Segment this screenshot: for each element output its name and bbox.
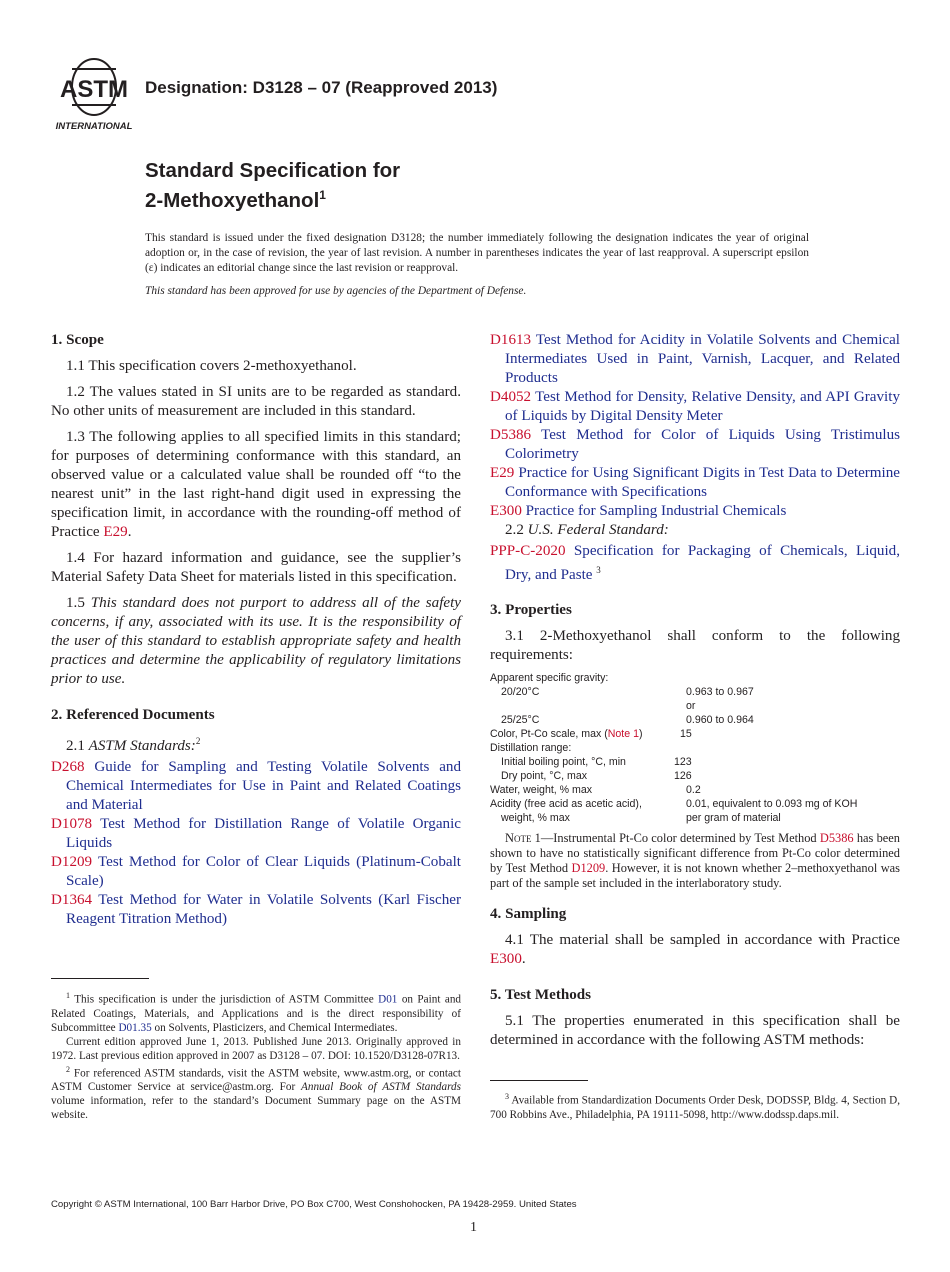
- note-text-c: . However, it is not known whether 2–methoxyethanol was part of the sample set included in the interlaboratory study.: [490, 861, 900, 891]
- ref-title[interactable]: Test Method for Acidity in Volatile Solvents and Chemical Intermediates Used in Paint, Varnish, Lacquer, and Related Products: [505, 332, 900, 386]
- logo-text: ASTM: [60, 76, 128, 103]
- req-label: Acidity (free acid as acetic acid),: [490, 798, 642, 811]
- footnotes-right: [490, 1090, 900, 1122]
- note-text-b: has been shown to have no statistically significant difference from Pt-Co color determined by Test Method: [490, 831, 900, 876]
- ref-e29[interactable]: [490, 464, 900, 502]
- ref-title[interactable]: Specification for Packaging of Chemicals, Liquid, Dry, and Paste: [505, 543, 900, 584]
- scope-1-3-text: 1.3 The following applies to all specified limits in this standard; for purposes of determining conformance with this standard, an observed value or a calculated value shall be rounded off “to the nearest unit” in the last right-hand digit used in expressing the specification limit, in accordance with the rounding-off method of Practice: [51, 429, 461, 540]
- ref-d268[interactable]: [51, 758, 461, 815]
- req-label: Water, weight, % max: [490, 784, 593, 797]
- ref-title[interactable]: Test Method for Color of Clear Liquids (Platinum-Cobalt Scale): [66, 854, 461, 890]
- footnote-2-text-b: volume information, refer to the standard’s Document Summary page on the ASTM website.: [51, 1095, 461, 1122]
- federal-label-num: 2.2: [505, 522, 528, 538]
- ref-code[interactable]: E29: [490, 465, 515, 481]
- req-label: Apparent specific gravity:: [490, 672, 609, 685]
- note-1: [490, 831, 900, 891]
- d01-35-link[interactable]: D01.35: [118, 1021, 152, 1034]
- footnote-2-italic: Annual Book of ASTM Standards: [301, 1081, 461, 1094]
- req-label-text: Color, Pt-Co scale, max (: [490, 728, 608, 741]
- req-label: 20/20°C: [501, 686, 540, 699]
- ref-d1078[interactable]: [51, 815, 461, 853]
- scope-1-2: 1.2 The values stated in SI units are to be regarded as standard. No other units of measurement are included in this standard.: [51, 384, 461, 419]
- req-value: 0.01, equivalent to 0.093 mg of KOH: [686, 798, 858, 811]
- scope-1-5-text: This standard does not purport to address all of the safety concerns, if any, associated with its use. It is the responsibility of the user of this standard to establish appropriate safety and health practices and determine the applicability of regulatory limitations prior to use.: [51, 595, 462, 687]
- req-value: 15: [680, 728, 692, 741]
- table-row: [490, 811, 900, 825]
- footnote-1-text-c: on Solvents, Plasticizers, and Chemical Intermediates.: [151, 1021, 398, 1034]
- scope-heading: 1. Scope: [51, 332, 104, 348]
- ref-title[interactable]: Test Method for Water in Volatile Solvents (Karl Fischer Reagent Titration Method): [66, 892, 461, 928]
- note-label: Note 1: [505, 831, 541, 846]
- table-row: [490, 685, 900, 699]
- footnote-3-text: Available from Standardization Documents Order Desk, DODSSP, Bldg. 4, Section D, 700 Robbins Ave., Philadelphia, PA 19111-5098, http://www.dodssp.daps.mil.: [490, 1094, 900, 1121]
- ref-d5386[interactable]: [490, 426, 900, 464]
- req-label: Initial boiling point, °C, min: [501, 756, 626, 769]
- ref-title[interactable]: Test Method for Distillation Range of Volatile Organic Liquids: [66, 816, 461, 852]
- federal-label-text: U.S. Federal Standard:: [527, 522, 669, 538]
- astm-standards-label: [51, 732, 461, 756]
- ref-code[interactable]: PPP-C-2020: [490, 543, 566, 559]
- left-column: [51, 331, 461, 929]
- ref-d1613[interactable]: [490, 331, 900, 388]
- ref-title[interactable]: Test Method for Density, Relative Density, and API Gravity of Liquids by Digital Density Meter: [505, 389, 900, 424]
- footnote-1-mark: 1: [66, 991, 70, 1000]
- test-methods-5-1: 5.1 The properties enumerated in this specification shall be determined in accordance with the following ASTM methods:: [490, 1013, 900, 1049]
- scope-1-1: 1.1 This specification covers 2-methoxyethanol.: [66, 358, 357, 374]
- properties-3-1: 3.1 2-Methoxyethanol shall conform to the following requirements:: [490, 628, 900, 664]
- d5386-link[interactable]: D5386: [819, 831, 854, 846]
- referenced-heading: 2. Referenced Documents: [51, 707, 215, 723]
- astm-logo: [52, 55, 136, 133]
- req-value: 0.960 to 0.964: [686, 714, 754, 727]
- ref-code[interactable]: D1209: [51, 854, 93, 871]
- footnote-1: [51, 989, 461, 1035]
- ref-title[interactable]: Practice for Sampling Industrial Chemicals: [525, 503, 787, 519]
- ref-code[interactable]: D4052: [490, 389, 532, 405]
- ref-e300[interactable]: [490, 502, 900, 521]
- sampling-heading: 4. Sampling: [490, 906, 567, 923]
- table-row: [490, 727, 900, 741]
- ref-title[interactable]: Practice for Using Significant Digits in Test Data to Determine Conformance with Specifications: [505, 465, 900, 500]
- sampling-text: 4.1 The material shall be sampled in accordance with Practice: [505, 932, 900, 949]
- properties-heading: 3. Properties: [490, 602, 572, 619]
- table-row: [490, 713, 900, 727]
- d1209-link[interactable]: D1209: [571, 861, 606, 876]
- req-label: Dry point, °C, max: [501, 770, 588, 783]
- table-row: [490, 797, 900, 811]
- astm-footnote-mark: 2: [195, 736, 201, 746]
- title-footnote-mark: 1: [319, 188, 326, 202]
- req-label: Distillation range:: [490, 742, 572, 755]
- table-row: [490, 699, 900, 713]
- d01-link[interactable]: D01: [378, 993, 398, 1006]
- table-row: [490, 783, 900, 797]
- table-row: [490, 769, 900, 783]
- req-label-end: ): [638, 728, 643, 741]
- req-label: 25/25°C: [501, 714, 540, 727]
- title-line-1: Standard Specification for: [145, 159, 401, 182]
- req-value: per gram of material: [686, 812, 781, 825]
- ref-code[interactable]: D1613: [490, 332, 532, 348]
- req-value: 123: [674, 756, 692, 769]
- scope-1-5: [51, 594, 461, 689]
- scope-1-4: 1.4 For hazard information and guidance, see the supplier’s Material Safety Data Sheet for materials listed in this specification.: [51, 550, 461, 585]
- ref-title[interactable]: Test Method for Color of Liquids Using Tristimulus Colorimetry: [505, 427, 900, 462]
- footnote-2-mark: 2: [66, 1064, 70, 1074]
- table-row: [490, 755, 900, 769]
- ref-d1209[interactable]: [51, 853, 461, 891]
- ref-title[interactable]: Guide for Sampling and Testing Volatile Solvents and Chemical Intermediates for Use in Paint and Related Coatings and Material: [66, 759, 461, 814]
- footnote-rule-left: [51, 978, 149, 979]
- scope-1-3-end: .: [127, 524, 132, 540]
- note-text-a: —Instrumental Pt-Co color determined by Test Method: [540, 831, 820, 846]
- logo-subtext: INTERNATIONAL: [55, 121, 133, 132]
- right-column: [490, 331, 900, 1057]
- e29-link[interactable]: E29: [103, 524, 128, 540]
- ref-code[interactable]: D1364: [51, 892, 93, 909]
- footnote-1-edition: Current edition approved June 1, 2013. Published June 2013. Originally approved in 1972. Last previous edition approved in 2007 as D3128 – 07. DOI: 10.1520/D3128-07R13.: [51, 1035, 461, 1062]
- req-value: 0.2: [686, 784, 701, 797]
- table-row: [490, 671, 900, 685]
- ref-footnote-mark: 3: [596, 565, 601, 575]
- req-value: 126: [674, 770, 692, 783]
- ref-code[interactable]: E300: [490, 503, 522, 519]
- sampling-end: .: [521, 951, 526, 968]
- footnote-2-text-a: For referenced ASTM standards, visit the ASTM website, www.astm.org, or contact ASTM Customer Service at service@astm.org. For: [51, 1067, 461, 1094]
- req-value: 0.963 to 0.967: [686, 686, 754, 699]
- dod-note: This standard has been approved for use by agencies of the Department of Defense.: [145, 285, 527, 297]
- footnote-3: [490, 1090, 900, 1122]
- test-methods-heading: 5. Test Methods: [490, 987, 592, 1004]
- requirements-table: [490, 671, 900, 825]
- req-value: or: [686, 700, 696, 713]
- title-line-2: 2-Methoxyethanol: [145, 188, 320, 212]
- designation: Designation: D3128 – 07 (Reapproved 2013): [145, 78, 498, 97]
- scope-1-5-num: 1.5: [66, 595, 91, 611]
- ref-d1364[interactable]: [51, 891, 461, 929]
- ref-ppp-c-2020[interactable]: [490, 542, 900, 585]
- ref-code[interactable]: D1078: [51, 816, 93, 833]
- table-row: [490, 741, 900, 755]
- ref-d4052[interactable]: [490, 388, 900, 426]
- footnote-2: [51, 1063, 461, 1123]
- sampling-4-1: [490, 931, 900, 969]
- issued-note: This standard is issued under the fixed designation D3128; the number immediately following the designation indicates the year of original adoption or, in the case of revision, the year of last revision. A number in parentheses indicates the year of last reapproval. A superscript epsilon (ε) indicates an editorial change since the last revision or reapproval.: [145, 232, 809, 274]
- footnote-1-text-a: This specification is under the jurisdiction of ASTM Committee: [70, 993, 379, 1006]
- federal-standard-label: [490, 521, 900, 540]
- note-1-link[interactable]: Note 1: [607, 728, 639, 741]
- e300-link[interactable]: E300: [490, 951, 522, 968]
- page-number: 1: [470, 1220, 477, 1235]
- footnote-rule-right: [490, 1080, 588, 1081]
- copyright: Copyright © ASTM International, 100 Barr Harbor Drive, PO Box C700, West Conshohocken, PA 19428-2959. United States: [51, 1199, 577, 1210]
- scope-1-3: [51, 428, 461, 542]
- footnotes-left: [51, 989, 461, 1122]
- footnote-1-text-b: on Paint and Related Coatings, Materials, and Applications and is the direct responsibility of Subcommittee: [51, 993, 462, 1034]
- ref-code[interactable]: D268: [51, 759, 85, 776]
- footnote-3-mark: 3: [505, 1092, 509, 1101]
- astm-label-text: ASTM Standards:: [88, 738, 196, 755]
- astm-label-num: 2.1: [66, 738, 89, 755]
- req-label: weight, % max: [501, 812, 570, 825]
- req-label: [490, 727, 643, 741]
- page-title: [145, 158, 400, 213]
- ref-code[interactable]: D5386: [490, 427, 532, 443]
